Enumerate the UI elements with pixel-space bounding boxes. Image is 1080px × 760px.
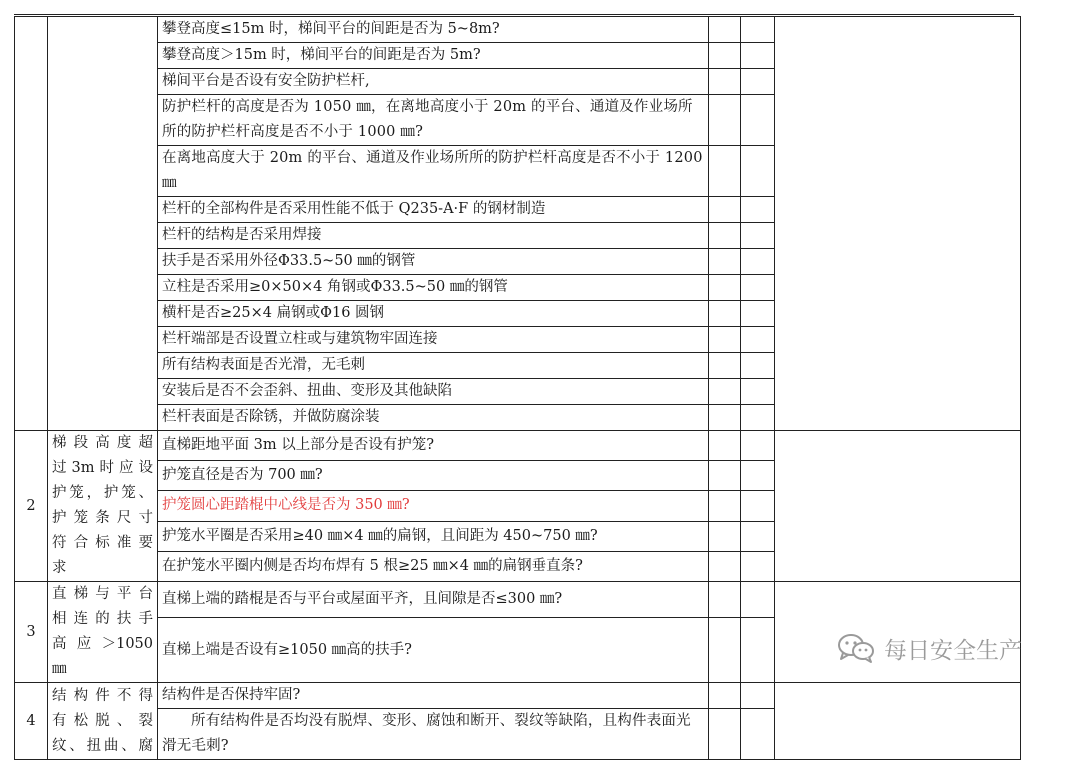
check-cell-yes[interactable] [709,249,741,275]
check-question: 直梯上端是否设有≥1050 ㎜高的扶手? [158,618,709,683]
check-cell-yes[interactable] [709,405,741,431]
check-question-highlighted: 护笼圆心距踏棍中心线是否为 350 ㎜? [158,491,709,521]
item-category: 梯段高度超 过3m时应设 护笼，护笼、 护笼条尺寸 符合标准要 求 [48,431,158,582]
check-cell-no[interactable] [741,43,775,69]
check-question: 攀登高度≤15m 时，梯间平台的间距是否为 5~8m? [158,17,709,43]
check-question: 在离地高度大于 20m 的平台、通道及作业场所所的防护栏杆高度是否不小于 1200 ㎜ [158,146,709,197]
check-cell-yes[interactable] [709,275,741,301]
item-category [48,17,158,431]
check-cell-yes[interactable] [709,43,741,69]
check-question: 栏杆的全部构件是否采用性能不低于 Q235-A·F 的钢材制造 [158,197,709,223]
check-question: 攀登高度＞15m 时，梯间平台的间距是否为 5m? [158,43,709,69]
watermark-text: 每日安全生产 [884,637,1022,664]
wechat-icon [836,632,876,664]
check-cell-yes[interactable] [709,301,741,327]
check-cell-no[interactable] [741,551,775,581]
check-cell-yes[interactable] [709,223,741,249]
check-cell-no[interactable] [741,146,775,197]
table-row [15,431,1021,461]
check-cell-no[interactable] [741,431,775,461]
check-cell-no[interactable] [741,275,775,301]
check-question: 所有结构件是否均没有脱焊、变形、腐蚀和断开、裂纹等缺陷，且构件表面光滑无毛刺? [158,709,709,760]
check-question: 栏杆的结构是否采用焊接 [158,223,709,249]
check-cell-yes[interactable] [709,491,741,521]
item-number [15,17,48,431]
check-question: 直梯距地平面 3m 以上部分是否设有护笼? [158,431,709,461]
item-category: 直梯与平台 相连的扶手 高应＞1050 ㎜ [48,582,158,683]
check-cell-no[interactable] [741,95,775,146]
check-cell-yes[interactable] [709,683,741,709]
item-number: 4 [15,683,48,760]
remarks-cell[interactable] [775,17,1021,431]
check-question: 直梯上端的踏棍是否与平台或屋面平齐，且间隙是否≤300 ㎜? [158,582,709,618]
check-cell-yes[interactable] [709,461,741,491]
check-cell-yes[interactable] [709,95,741,146]
check-cell-yes[interactable] [709,17,741,43]
check-question: 结构件是否保持牢固? [158,683,709,709]
check-question: 在护笼水平圈内侧是否均布焊有 5 根≥25 ㎜×4 ㎜的扁钢垂直条? [158,551,709,581]
check-cell-no[interactable] [741,709,775,760]
check-cell-no[interactable] [741,461,775,491]
watermark [836,628,1022,668]
check-cell-yes[interactable] [709,618,741,683]
item-number: 2 [15,431,48,582]
check-question: 梯间平台是否设有安全防护栏杆, [158,69,709,95]
check-question: 所有结构表面是否光滑，无毛刺 [158,353,709,379]
check-question: 扶手是否采用外径Φ33.5~50 ㎜的钢管 [158,249,709,275]
check-cell-no[interactable] [741,491,775,521]
check-cell-yes[interactable] [709,709,741,760]
check-cell-no[interactable] [741,353,775,379]
check-question: 栏杆表面是否除锈，并做防腐涂装 [158,405,709,431]
check-cell-no[interactable] [741,521,775,551]
check-question: 护笼直径是否为 700 ㎜? [158,461,709,491]
check-cell-no[interactable] [741,327,775,353]
table-row [15,683,1021,709]
top-rule [14,14,1014,15]
item-category: 结构件不得 有松脱、裂 纹、扭曲、腐 [48,683,158,760]
check-cell-yes[interactable] [709,327,741,353]
check-cell-no[interactable] [741,223,775,249]
check-cell-no[interactable] [741,683,775,709]
check-cell-yes[interactable] [709,582,741,618]
check-cell-yes[interactable] [709,379,741,405]
check-question: 防护栏杆的高度是否为 1050 ㎜，在离地高度小于 20m 的平台、通道及作业场所所的防护栏杆高度是否不小于 1000 ㎜? [158,95,709,146]
check-cell-no[interactable] [741,582,775,618]
check-cell-no[interactable] [741,301,775,327]
check-question: 安装后是否不会歪斜、扭曲、变形及其他缺陷 [158,379,709,405]
check-cell-no[interactable] [741,249,775,275]
table-row [15,582,1021,618]
item-number: 3 [15,582,48,683]
check-cell-yes[interactable] [709,69,741,95]
check-cell-yes[interactable] [709,521,741,551]
check-cell-no[interactable] [741,17,775,43]
check-question: 立柱是否采用≥0×50×4 角钢或Φ33.5~50 ㎜的钢管 [158,275,709,301]
check-question: 护笼水平圈是否采用≥40 ㎜×4 ㎜的扁钢，且间距为 450~750 ㎜? [158,521,709,551]
check-cell-no[interactable] [741,405,775,431]
check-cell-no[interactable] [741,197,775,223]
check-cell-no[interactable] [741,618,775,683]
check-question: 横杆是否≥25×4 扁钢或Φ16 圆钢 [158,301,709,327]
check-cell-no[interactable] [741,379,775,405]
check-question: 栏杆端部是否设置立柱或与建筑物牢固连接 [158,327,709,353]
check-cell-yes[interactable] [709,431,741,461]
remarks-cell[interactable] [775,431,1021,582]
table-row [15,17,1021,43]
remarks-cell[interactable] [775,683,1021,760]
check-cell-yes[interactable] [709,146,741,197]
check-cell-no[interactable] [741,69,775,95]
check-cell-yes[interactable] [709,551,741,581]
check-cell-yes[interactable] [709,353,741,379]
check-cell-yes[interactable] [709,197,741,223]
